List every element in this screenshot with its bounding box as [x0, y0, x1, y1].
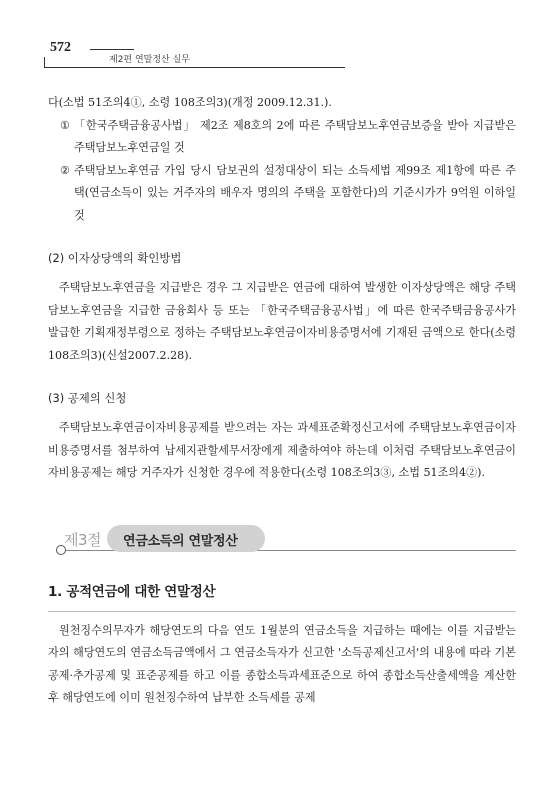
subheading-interest-confirmation: (2) 이자상당액의 확인방법 — [48, 251, 182, 265]
list-item — [48, 115, 516, 160]
heading-public-pension: 1. 공적연금에 대한 연말정산 — [48, 581, 516, 612]
header-section-title: 제2편 연말정산 실무 — [106, 52, 193, 65]
paragraph-interest-confirmation: 주택담보노후연금을 지급받은 경우 그 지급받은 연금에 대하여 발생한 이자상당액은 해당 주택담보노후연금을 지급한 금융회사 등 또는 「한국주택금융공사법」에 따른 한국주택금융공사가 발급한 기획재정부령으로 정하는 주택담보노후연금이자비용증명서에 기재된 금액으로 한다(소령 108조의3)(신설2007.2.28). — [48, 281, 516, 362]
section-banner — [48, 523, 516, 567]
list-item — [48, 160, 516, 228]
continued-line: 다(소법 51조의4①, 소령 108조의3)(개정 2009.12.31.). — [48, 96, 332, 109]
page-number: 572 — [50, 40, 71, 55]
page-content — [48, 92, 516, 710]
header-bracket — [44, 57, 345, 68]
section-number: 제3절 — [64, 530, 102, 549]
header-rule — [90, 49, 134, 50]
item-text: 「한국주택금융공사법」 제2조 제8호의 2에 따른 주택담보노후연금보증을 받아 지급받은 주택담보노후연금일 것 — [74, 118, 516, 154]
item-number: ② — [60, 163, 70, 177]
item-number: ① — [60, 118, 70, 132]
paragraph-deduction-application: 주택담보노후연금이자비용공제를 받으려는 자는 과세표준확정신고서에 주택담보노후연금이자비용증명서를 첨부하여 납세지관할세무서장에게 제출하여야 하는데 이처럼 주택담보노후연금이자비용공제는 해당 거주자가 신청한 경우에 적용한다(소령 108조의3③, 소법 51조의4②). — [48, 421, 516, 479]
item-text: 주택담보노후연금 가입 당시 담보권의 설정대상이 되는 소득세법 제99조 제1항에 따른 주택(연금소득이 있는 거주자의 배우자 명의의 주택을 포함한다)의 기준시가가 9억원 이하일 것 — [74, 163, 516, 222]
section-title: 연금소득의 연말정산 — [123, 533, 238, 549]
page-header — [44, 40, 514, 66]
paragraph-public-pension: 원천징수의무자가 해당연도의 다음 연도 1월분의 연금소득을 지급하는 때에는 이를 지급받는 자의 해당연도의 연금소득금액에서 그 연금소득자가 신고한 '소득공제신고서'의 내용에 따라 기본공제·추가공제 및 표준공제를 하고 이를 종합소득과세표준으로 하여 종합소득산출세액을 계산한 후 해당연도에 이미 원천징수하여 납부한 소득세를 공제 — [48, 623, 516, 704]
subheading-deduction-application: (3) 공제의 신청 — [48, 391, 127, 405]
